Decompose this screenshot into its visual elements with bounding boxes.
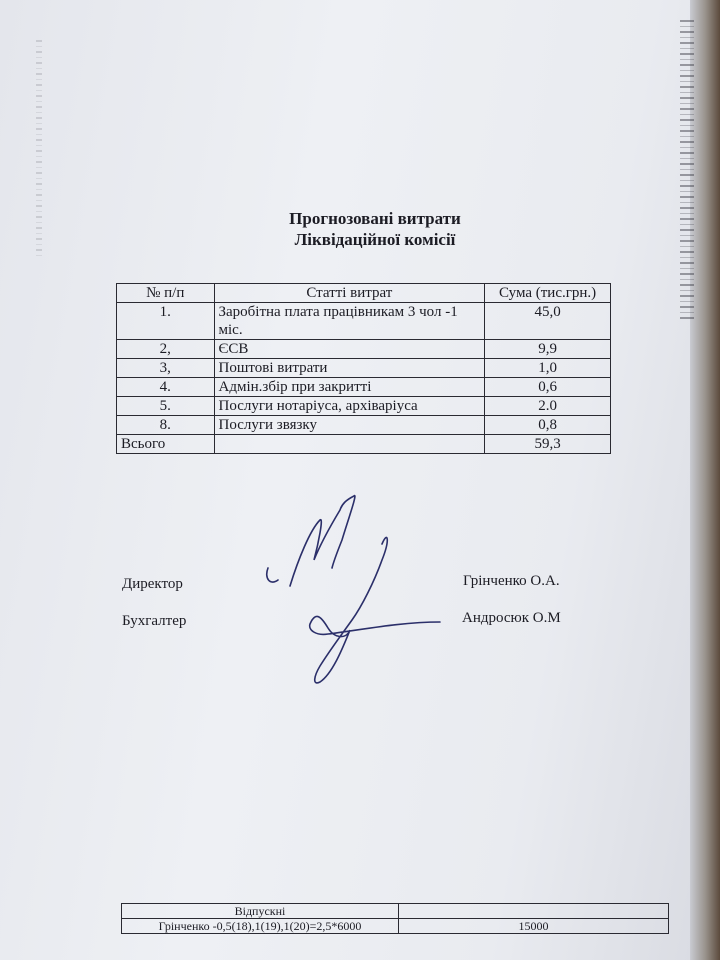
expenses-table	[116, 283, 611, 454]
director-signature	[267, 496, 355, 586]
row-sum: 9,9	[485, 340, 611, 359]
table-row	[117, 340, 611, 359]
row-sum: 45,0	[485, 303, 611, 340]
vacation-header-row	[122, 904, 669, 919]
row-number: 3,	[117, 359, 215, 378]
document-title: Прогнозовані витрати	[289, 209, 461, 228]
row-number: 5.	[117, 397, 215, 416]
table-row	[117, 359, 611, 378]
row-sum: 2.0	[485, 397, 611, 416]
row-number: 4.	[117, 378, 215, 397]
scan-edge-artifact	[36, 40, 42, 260]
director-label: Директор	[122, 576, 183, 592]
table-row	[117, 303, 611, 340]
vacation-row	[122, 919, 669, 934]
row-sum: 0,8	[485, 416, 611, 435]
table-row	[117, 397, 611, 416]
row-item: Заробітна плата працівникам 3 чол -1 міс.	[214, 303, 485, 340]
row-item: Поштові витрати	[214, 359, 485, 378]
row-sum: 0,6	[485, 378, 611, 397]
table-row	[117, 378, 611, 397]
col-header-sum: Сума (тис.грн.)	[485, 284, 611, 303]
row-item: Послуги нотаріуса, архіваріуса	[214, 397, 485, 416]
table-header-row	[117, 284, 611, 303]
scan-edge-artifact	[680, 20, 694, 320]
total-empty-cell	[214, 435, 485, 454]
col-header-item: Статті витрат	[214, 284, 485, 303]
vacation-table	[121, 903, 669, 934]
total-sum: 59,3	[485, 435, 611, 454]
row-number: 1.	[117, 303, 215, 340]
row-item: ЄСВ	[214, 340, 485, 359]
table-total-row	[117, 435, 611, 454]
handwritten-signatures	[250, 490, 450, 690]
vacation-header-empty	[399, 904, 669, 919]
vacation-formula: Грінченко -0,5(18),1(19),1(20)=2,5*6000	[122, 919, 399, 934]
row-item: Адмін.збір при закритті	[214, 378, 485, 397]
row-item: Послуги звязку	[214, 416, 485, 435]
row-number: 2,	[117, 340, 215, 359]
accountant-label: Бухгалтер	[122, 613, 187, 629]
vacation-amount: 15000	[399, 919, 669, 934]
total-label: Всього	[117, 435, 215, 454]
col-header-number: № п/п	[117, 284, 215, 303]
row-number: 8.	[117, 416, 215, 435]
document-subtitle: Ліквідаційної комісії	[294, 230, 456, 249]
accountant-signature	[310, 537, 440, 682]
director-name: Грінченко О.А.	[463, 573, 560, 589]
table-row	[117, 416, 611, 435]
row-sum: 1,0	[485, 359, 611, 378]
vacation-header: Відпускні	[122, 904, 399, 919]
page-edge-shadow	[690, 0, 720, 960]
accountant-name: Андросюк О.М	[462, 610, 561, 626]
